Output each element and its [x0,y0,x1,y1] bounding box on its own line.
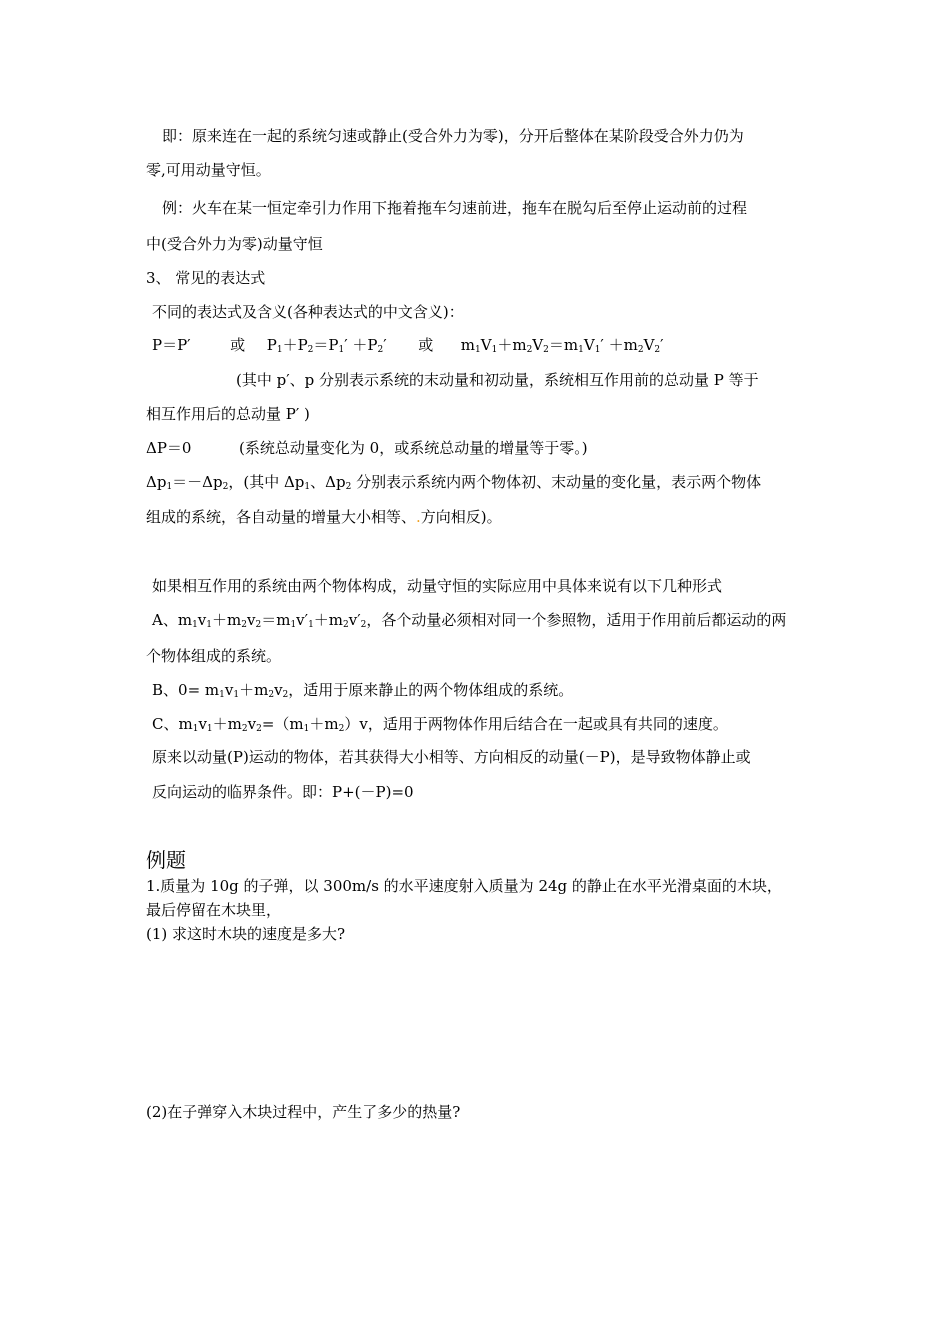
paragraph-line: 零,可用动量守恒。 [146,161,271,179]
paragraph-line: 例：火车在某一恒定牵引力作用下拖着拖车匀速前进，拖车在脱勾后至停止运动前的过程 [162,199,748,217]
paragraph-line: 个物体组成的系统。 [146,647,282,665]
formula-term: ΔP＝0 [146,439,192,457]
formula-connector: 或 [418,336,434,354]
formula-term: $P_1+P_2=P_1' +P_2'$ [266,336,387,355]
formula-line: B、$0= m_1v_1+m_2v_2$，适用于原来静止的两个物体组成的系统。 [152,681,574,700]
formula-line [146,438,588,458]
section-title: 3、 常见的表达式 [146,269,266,287]
formula-line: $\Delta p_1=-\Delta p_2$，(其中 $\Delta p_1$、$\Delta p_2$ 分别表示系统内两个物体初、末动量的变化量，表示两个物体 [146,473,762,492]
question-line: 1.质量为 10g 的子弹，以 300m/s 的水平速度射入质量为 24g 的静止在水平光滑桌面的木块， [146,877,782,895]
formula-term: $m_1V_1+m_2V_2=m_1V_1' +m_2V_2'$ [460,336,664,355]
paragraph-line: 不同的表达式及含义(各种表达式的中文含义)： [152,303,464,321]
paragraph-line: 如果相互作用的系统由两个物体构成，动量守恒的实际应用中具体来说有以下几种形式 [152,577,723,595]
question-part: (1) 求这时木块的速度是多大? [146,925,346,943]
paragraph-line: 即：原来连在一起的系统匀速或静止(受合外力为零)，分开后整体在某阶段受合外力仍为 [162,127,744,145]
paragraph-line: 组成的系统，各自动量的增量大小相等、.方向相反)。 [146,508,502,526]
paragraph-line: 原来以动量(P)运动的物体，若其获得大小相等、方向相反的动量(－P)，是导致物体静止或 [152,748,751,766]
example-heading: 例题 [146,848,186,872]
formula-line [152,335,664,355]
formula-line: C、$m_1v_1+m_2v_2=(m_1+m_2)v$，适用于两物体作用后结合在一起或具有共同的速度。 [152,715,728,734]
formula-line: A、$m_1v_1+m_2v_2=m_1v'_1+m_2v'_2$，各个动量必须相对同一个参照物，适用于作用前后都运动的两 [152,611,787,630]
paragraph-line: 中(受合外力为零)动量守恒 [146,235,323,253]
question-line: 最后停留在木块里， [146,901,282,919]
paragraph-line: 反向运动的临界条件。即：P+(－P)=0 [152,783,414,801]
paragraph-line: 相互作用后的总动量 P′ ) [146,405,310,423]
highlight-dot: . [416,508,421,526]
formula-description: (系统总动量变化为 0，或系统总动量的增量等于零。) [239,439,588,457]
formula-term: P＝P′ [152,336,191,354]
paragraph-line: (其中 p′、p 分别表示系统的末动量和初动量，系统相互作用前的总动量 P 等于 [236,371,759,389]
formula-connector: 或 [230,336,246,354]
question-part: (2)在子弹穿入木块过程中，产生了多少的热量? [146,1103,461,1121]
